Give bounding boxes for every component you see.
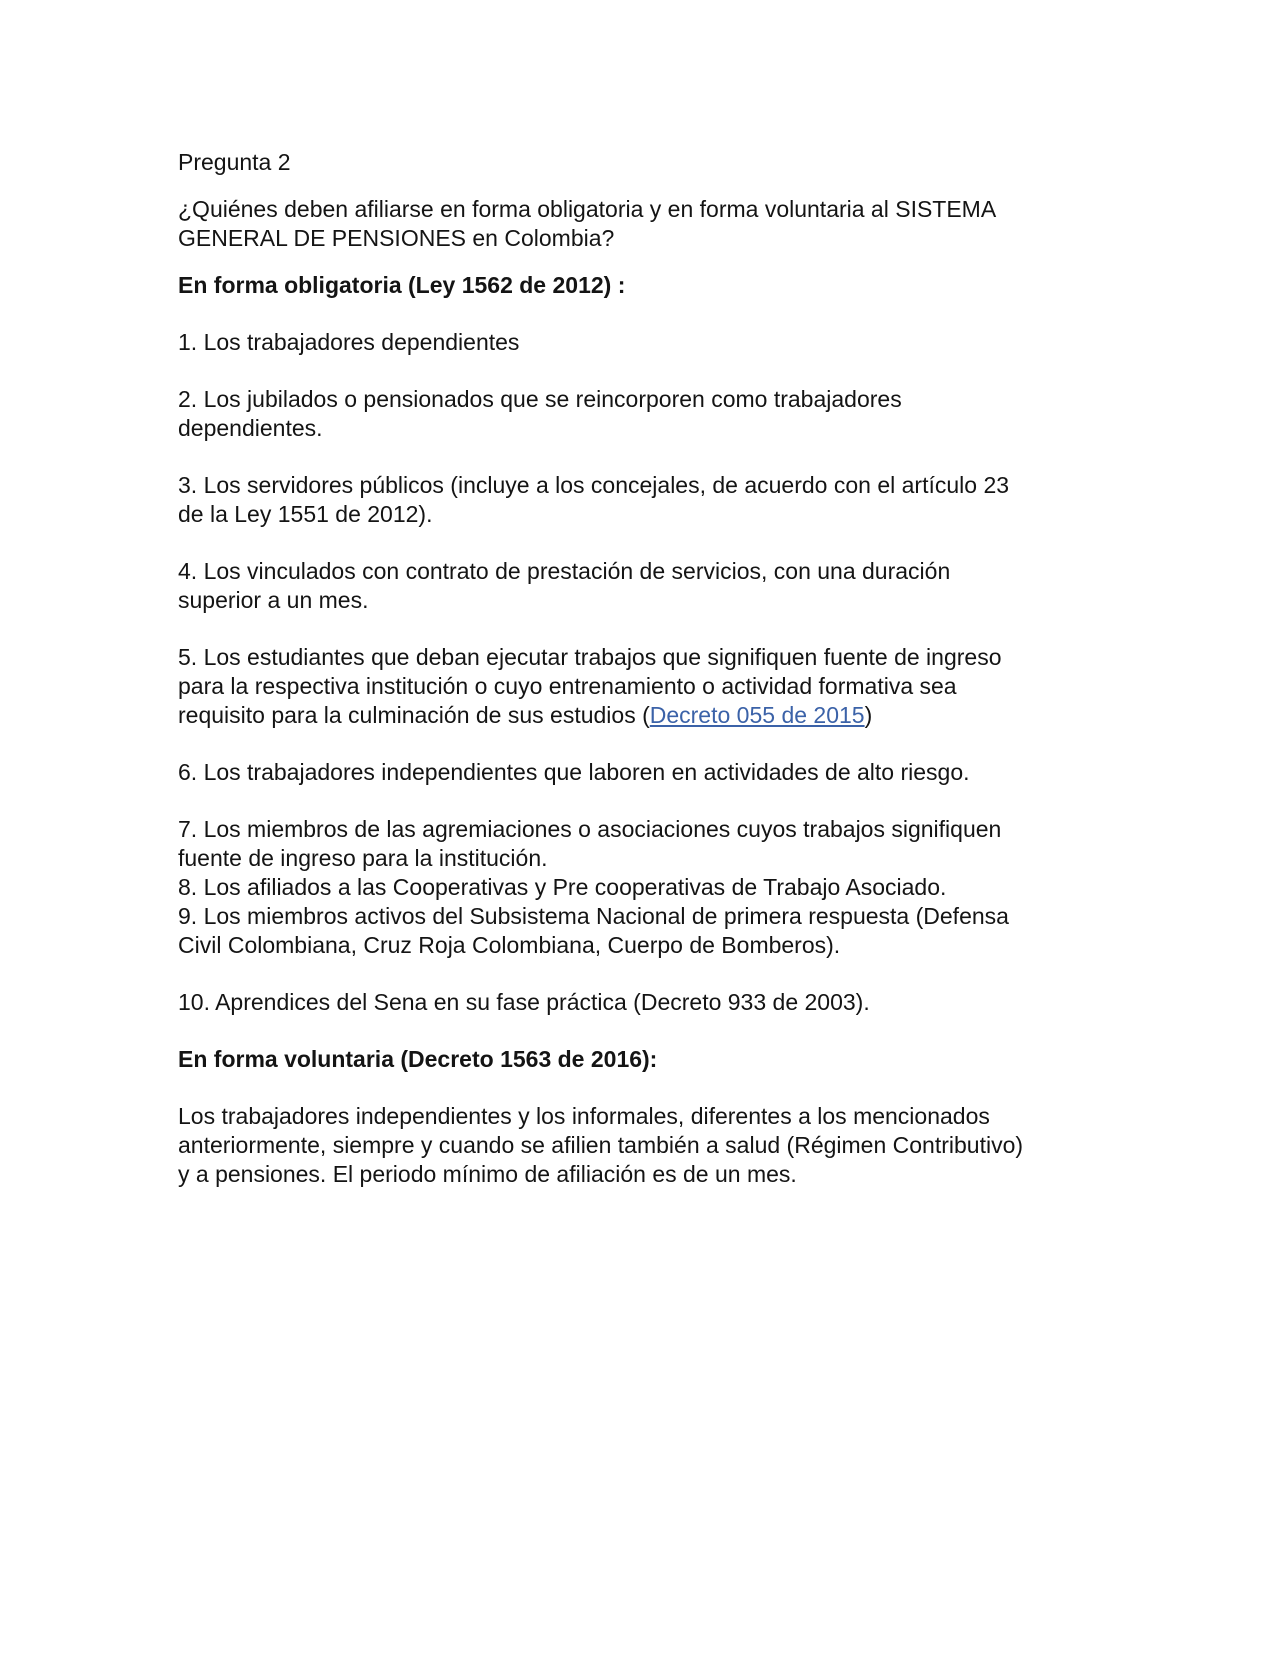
question-text: ¿Quiénes deben afiliarse en forma obligatoria y en forma voluntaria al SISTEMA GENERAL DE PENSIONES en Colombia?: [178, 196, 997, 251]
list-item-9: 9. Los miembros activos del Subsistema Nacional de primera respuesta (Defensa Civil Colombiana, Cruz Roja Colombiana, Cuerpo de Bomberos).: [178, 903, 1009, 958]
document-title: Pregunta 2: [178, 149, 291, 175]
decreto-055-link[interactable]: Decreto 055 de 2015: [649, 702, 865, 728]
list-item-5-text: 5. Los estudiantes que deban ejecutar trabajos que signifiquen fuente de ingreso para la respectiva institución o cuyo entrenamiento o actividad formativa sea requisito para la culminación de sus estudios (: [178, 644, 1002, 728]
list-item-10: 10. Aprendices del Sena en su fase práctica (Decreto 933 de 2003).: [178, 989, 870, 1015]
list-item-5-closing: ): [864, 702, 873, 728]
list-item-2: 2. Los jubilados o pensionados que se reincorporen como trabajadores dependientes.: [178, 386, 902, 441]
list-item-6: 6. Los trabajadores independientes que laboren en actividades de alto riesgo.: [178, 759, 970, 785]
voluntary-text: Los trabajadores independientes y los informales, diferentes a los mencionados anteriormente, siempre y cuando se afilien también a salud (Régimen Contributivo) y a pensiones. El periodo mínimo de afiliación es de un mes.: [178, 1103, 1024, 1187]
obligatory-heading: En forma obligatoria (Ley 1562 de 2012) :: [178, 272, 626, 298]
list-item-3: 3. Los servidores públicos (incluye a los concejales, de acuerdo con el artículo 23 de la Ley 1551 de 2012).: [178, 472, 1010, 527]
document-body: [178, 148, 1108, 1189]
list-item-1: 1. Los trabajadores dependientes: [178, 329, 520, 355]
list-item-7: 7. Los miembros de las agremiaciones o asociaciones cuyos trabajos signifiquen fuente de ingreso para la institución.: [178, 816, 1002, 871]
list-item-4: 4. Los vinculados con contrato de prestación de servicios, con una duración superior a un mes.: [178, 558, 951, 613]
list-item-5: [178, 643, 1108, 730]
list-item-8: 8. Los afiliados a las Cooperativas y Pre cooperativas de Trabajo Asociado.: [178, 874, 947, 900]
voluntary-heading: En forma voluntaria (Decreto 1563 de 2016):: [178, 1046, 658, 1072]
